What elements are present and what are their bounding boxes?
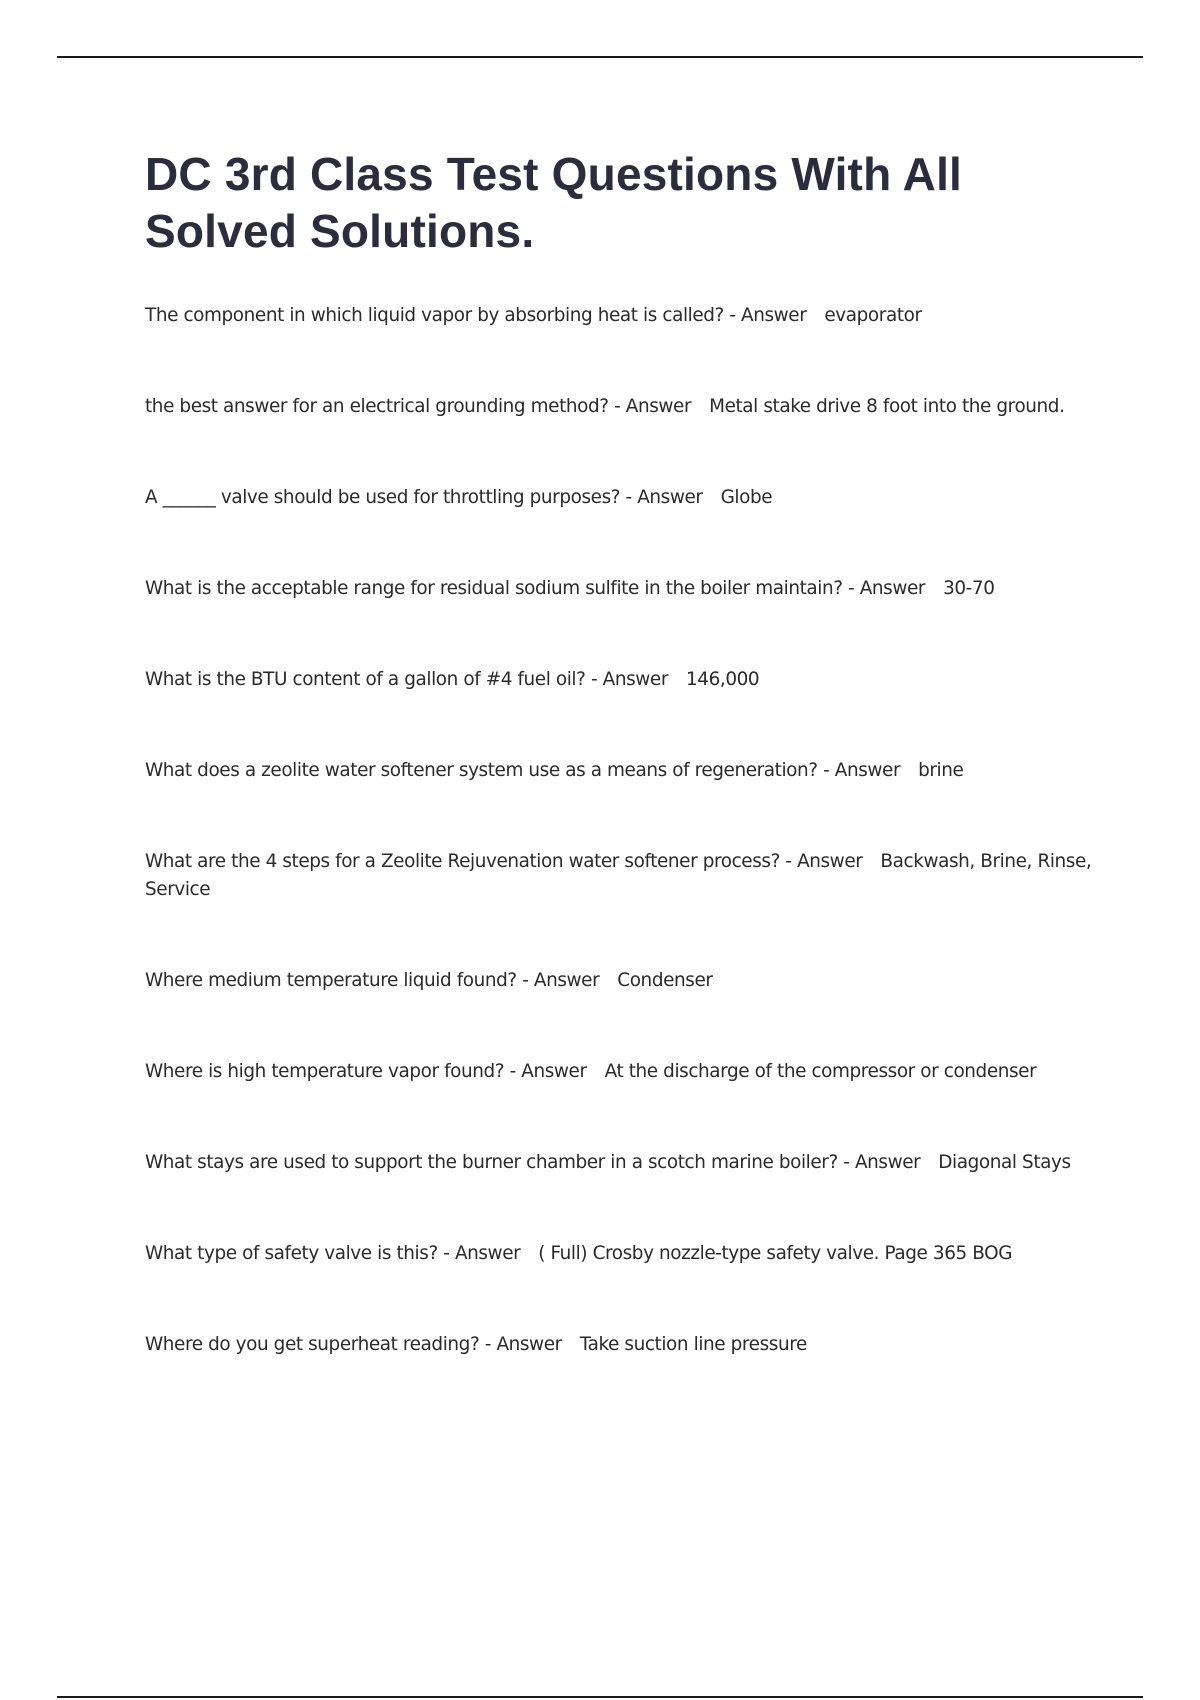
answer-separator: - Answer (779, 851, 863, 872)
qa-item (145, 1058, 1095, 1086)
document-title: DC 3rd Class Test Questions With All Solved Solutions. (145, 148, 963, 257)
question-text: What is the acceptable range for residual sodium sulfite in the boiler maintain? (145, 578, 843, 599)
qa-item (145, 967, 1095, 995)
question-text: What stays are used to support the burner chamber in a scotch marine boiler? (145, 1152, 838, 1173)
top-rule (57, 56, 1143, 58)
answer-text: Backwash, Brine, Rinse, Service (145, 851, 1092, 900)
qa-item (145, 302, 1095, 330)
question-text: Where is high temperature vapor found? (145, 1061, 505, 1082)
answer-text: ( Full) Crosby nozzle-type safety valve. Page 365 BOG (538, 1243, 1013, 1264)
answer-separator: - Answer (842, 578, 926, 599)
answer-separator: - Answer (504, 1061, 587, 1082)
question-text: the best answer for an electrical grounding method? (145, 396, 609, 417)
answer-text: brine (918, 760, 964, 781)
answer-text: evaporator (824, 305, 922, 326)
answer-text: Take suction line pressure (579, 1334, 807, 1355)
bottom-rule (57, 1696, 1143, 1698)
qa-item (145, 575, 1095, 603)
question-text: The component in which liquid vapor by absorbing heat is called? (145, 305, 724, 326)
answer-text: 30-70 (943, 578, 995, 599)
question-text: What is the BTU content of a gallon of #4 fuel oil? (145, 669, 586, 690)
answer-text: Diagonal Stays (938, 1152, 1071, 1173)
qa-item (145, 666, 1095, 694)
qa-item (145, 484, 1095, 512)
answer-separator: - Answer (516, 970, 600, 991)
answer-text: Condenser (617, 970, 713, 991)
answer-separator: - Answer (608, 396, 692, 417)
qa-item (145, 757, 1095, 785)
qa-list (145, 302, 1095, 1422)
answer-separator: - Answer (817, 760, 901, 781)
question-text: A ______ valve should be used for throttling purposes? (145, 487, 621, 508)
qa-item (145, 1149, 1095, 1177)
question-text: Where do you get superheat reading? (145, 1334, 480, 1355)
qa-item (145, 1331, 1095, 1359)
question-text: What type of safety valve is this? (145, 1243, 438, 1264)
answer-separator: - Answer (437, 1243, 521, 1264)
qa-item (145, 1240, 1095, 1268)
answer-separator: - Answer (585, 669, 668, 690)
answer-separator: - Answer (479, 1334, 562, 1355)
answer-separator: - Answer (723, 305, 807, 326)
qa-item (145, 393, 1095, 421)
question-text: Where medium temperature liquid found? (145, 970, 517, 991)
qa-item (145, 848, 1095, 904)
answer-text: At the discharge of the compressor or condenser (604, 1061, 1037, 1082)
answer-text: 146,000 (685, 669, 760, 690)
answer-text: Globe (720, 487, 773, 508)
answer-separator: - Answer (837, 1152, 921, 1173)
question-text: What are the 4 steps for a Zeolite Rejuvenation water softener process? (145, 851, 780, 872)
question-text: What does a zeolite water softener system use as a means of regeneration? (145, 760, 818, 781)
answer-text: Metal stake drive 8 foot into the ground. (709, 396, 1065, 417)
answer-separator: - Answer (620, 487, 703, 508)
